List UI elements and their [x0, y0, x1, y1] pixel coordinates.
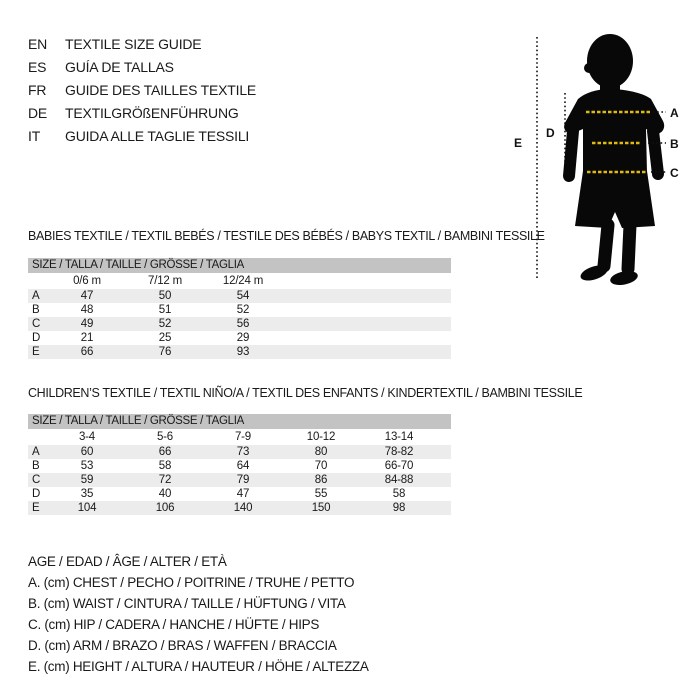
table-cell: 48 — [80, 304, 94, 316]
language-code: DE — [28, 105, 48, 121]
column-header: 13-14 — [384, 431, 414, 443]
language-title: GUIDE DES TAILLES TEXTILE — [65, 82, 257, 98]
table-cell: 80 — [314, 446, 328, 458]
table-cell: 79 — [236, 474, 250, 486]
table-cell: 47 — [236, 488, 250, 500]
table-row — [28, 331, 451, 345]
babies-size-header-band: SIZE / TALLA / TAILLE / GRÖSSE / TAGLIA — [28, 258, 451, 273]
table-row — [28, 317, 451, 331]
table-cell: 140 — [233, 502, 253, 514]
table-cell: 66 — [158, 446, 172, 458]
language-row — [28, 79, 256, 102]
table-cell: 72 — [158, 474, 172, 486]
column-header: 0/6 m — [73, 275, 101, 287]
child-silhouette — [564, 34, 664, 287]
row-label: D — [32, 488, 41, 500]
table-cell: 58 — [158, 460, 172, 472]
table-cell: 58 — [392, 488, 406, 500]
table-row — [28, 473, 451, 487]
language-title: TEXTILGRÖßENFÜHRUNG — [65, 105, 239, 121]
language-code: IT — [28, 128, 41, 144]
table-cell: 70 — [314, 460, 328, 472]
column-header: 7-9 — [234, 431, 252, 443]
children-column-header-row — [28, 429, 451, 445]
table-cell: 53 — [80, 460, 94, 472]
column-header: 3-4 — [78, 431, 96, 443]
table-row — [28, 289, 451, 303]
silhouette-right-leg — [628, 225, 630, 269]
table-cell: 59 — [80, 474, 94, 486]
row-label: A — [32, 446, 40, 458]
table-cell: 21 — [80, 332, 94, 344]
table-cell: 35 — [80, 488, 94, 500]
row-label: E — [32, 346, 40, 358]
language-title: GUÍA DE TALLAS — [65, 59, 174, 75]
table-cell: 66-70 — [384, 460, 414, 472]
table-cell: 86 — [314, 474, 328, 486]
silhouette-ear — [584, 63, 594, 73]
table-row — [28, 345, 451, 359]
table-row — [28, 303, 451, 317]
language-code: ES — [28, 59, 47, 75]
children-size-header-band: SIZE / TALLA / TAILLE / GRÖSSE / TAGLIA — [28, 414, 451, 429]
marker-a-label: A — [670, 106, 679, 120]
row-label: A — [32, 290, 40, 302]
babies-size-table — [28, 258, 451, 359]
marker-c-label: C — [670, 166, 679, 180]
table-cell: 49 — [80, 318, 94, 330]
column-header: 5-6 — [156, 431, 174, 443]
table-row — [28, 459, 451, 473]
table-cell: 25 — [158, 332, 172, 344]
marker-d-label: D — [546, 126, 555, 140]
table-cell: 47 — [80, 290, 94, 302]
table-cell: 64 — [236, 460, 250, 472]
table-cell: 60 — [80, 446, 94, 458]
marker-e-label: E — [514, 136, 523, 150]
column-header: 12/24 m — [222, 275, 264, 287]
children-size-table — [28, 414, 451, 515]
table-cell: 66 — [80, 346, 94, 358]
table-cell: 54 — [236, 290, 250, 302]
language-code: EN — [28, 36, 48, 52]
language-row — [28, 102, 256, 125]
row-label: C — [32, 474, 41, 486]
column-header: 7/12 m — [148, 275, 182, 287]
legend-item-chest: A. (cm) CHEST / PECHO / POITRINE / TRUHE / PETTO — [28, 575, 355, 590]
table-cell: 29 — [236, 332, 250, 344]
language-row — [28, 125, 256, 148]
language-row — [28, 56, 256, 79]
table-row — [28, 501, 451, 515]
babies-section-title: BABIES TEXTILE / TEXTIL BEBÉS / TESTILE DES BÉBÉS / BABYS TEXTIL / BAMBINI TESSILE — [28, 229, 545, 243]
legend-item-hip: C. (cm) HIP / CADERA / HANCHE / HÜFTE / HIPS — [28, 617, 320, 632]
table-cell: 84-88 — [384, 474, 414, 486]
table-cell: 106 — [155, 502, 175, 514]
language-title-list — [28, 33, 256, 148]
table-cell: 40 — [158, 488, 172, 500]
table-cell: 52 — [158, 318, 172, 330]
table-cell: 52 — [236, 304, 250, 316]
language-row — [28, 33, 256, 56]
language-title: TEXTILE SIZE GUIDE — [65, 36, 202, 52]
legend-age-line: AGE / EDAD / ÂGE / ALTER / ETÀ — [28, 554, 227, 569]
measurement-legend — [28, 551, 369, 677]
table-row — [28, 445, 451, 459]
table-cell: 56 — [236, 318, 250, 330]
table-cell: 104 — [77, 502, 97, 514]
language-title: GUIDA ALLE TAGLIE TESSILI — [65, 128, 250, 144]
table-cell: 51 — [158, 304, 172, 316]
row-label: B — [32, 304, 40, 316]
silhouette-right-shoe — [609, 269, 639, 288]
silhouette-shorts — [575, 171, 655, 228]
table-cell: 55 — [314, 488, 328, 500]
language-code: FR — [28, 82, 47, 98]
table-row — [28, 487, 451, 501]
table-cell: 150 — [311, 502, 331, 514]
silhouette-left-leg — [604, 225, 608, 266]
silhouette-left-arm — [569, 131, 573, 176]
legend-item-waist: B. (cm) WAIST / CINTURA / TAILLE / HÜFTUNG / VITA — [28, 596, 346, 611]
silhouette-right-arm — [653, 131, 658, 174]
legend-item-height: E. (cm) HEIGHT / ALTURA / HAUTEUR / HÖHE / ALTEZZA — [28, 659, 369, 674]
children-section-title: CHILDREN’S TEXTILE / TEXTIL NIÑO/A / TEXTIL DES ENFANTS / KINDERTEXTIL / BAMBINI TESSILE — [28, 386, 583, 400]
table-cell: 76 — [158, 346, 172, 358]
marker-b-label: B — [670, 137, 679, 151]
table-cell: 78-82 — [384, 446, 414, 458]
row-label: D — [32, 332, 41, 344]
babies-column-header-row — [28, 273, 451, 289]
row-label: E — [32, 502, 40, 514]
child-measurement-diagram — [500, 25, 700, 295]
row-label: B — [32, 460, 40, 472]
column-header: 10-12 — [306, 431, 336, 443]
table-cell: 98 — [392, 502, 406, 514]
table-cell: 50 — [158, 290, 172, 302]
row-label: C — [32, 318, 41, 330]
legend-item-arm: D. (cm) ARM / BRAZO / BRAS / WAFFEN / BRACCIA — [28, 638, 337, 653]
table-cell: 73 — [236, 446, 250, 458]
table-cell: 93 — [236, 346, 250, 358]
